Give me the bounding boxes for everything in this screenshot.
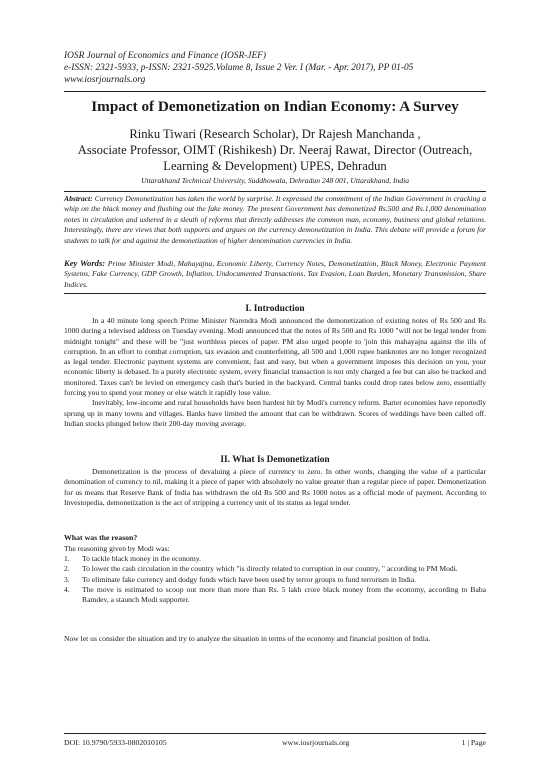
- list-item-number: 1.: [64, 554, 70, 563]
- keywords-text: Prime Minister Modi, Mahayajna, Economic Liberty, Currency Notes, Demonetization, Black Money, Electronic Payment Systems, Fake Currency, GDP Growth, Inflation, Undocumented Transactions, Tax Evasion, Loan Burden, Monetary Transmission, Share Indices.: [64, 259, 486, 289]
- abstract: [64, 194, 486, 246]
- list-item-text: To eliminate fake currency and dodgy funds which have been used by terror groups to fund terrorism in India.: [82, 574, 417, 584]
- section-heading-introduction: I. Introduction: [245, 304, 305, 314]
- abstract-top-divider: [64, 191, 486, 192]
- footer-page-number: 1 | Page: [461, 738, 486, 747]
- section-heading-what-is-demonetization: II. What Is Demonetization: [220, 455, 330, 465]
- demonetization-body: [64, 467, 486, 508]
- abstract-bottom-divider: [64, 293, 486, 294]
- abstract-label: Abstract:: [64, 194, 93, 203]
- abstract-text: Currency Demonetization has taken the world by surprise. It expressed the commitment of the Indian Government in cracking a whip on the black money and flushing out the fake money. The present Government has demonetized Rs.500 and Rs.1,000 denomination notes in circulation and ushered in a sleuth of reforms that directly addresses the common man, economy, business and global relations. Interestingly, there are views that both supports and argues on the currency demonetization in India. This debate will provide a forum for students to talk for and against the demonetization of higher denomination currencies in India.: [64, 194, 486, 245]
- footer-website-link[interactable]: www.iosrjournals.org: [282, 738, 350, 747]
- reasons-list: [64, 554, 486, 605]
- introduction-paragraph-2: Inevitably, low-income and rural households have been hardest hit by Modi's currency reform. Barter economies have reportedly sprung up in many towns and villages. Banks have limited the amount that can be withdrawn. Scores of weddings have been called off. Indian stocks plunged below their 200-day moving average.: [64, 398, 486, 428]
- affiliation: Uttarakhand Technical University, Suddhowala, Dehradun 248 001, Uttarakhand, India: [140, 176, 410, 185]
- introduction-paragraph-1: In a 40 minute long speech Prime Minister Narendra Modi announced the demonetization of existing notes of Rs 500 and Rs 1000 during a televised address on Tuesday evening. Modi announced that the notes of Rs 500 and Rs 1000 "will not be legal tender from midnight tonight" and these will be "just worthless pieces of paper. PM also urged people to 'join this mahayajna against the ills of corruption. In an effort to combat corruption, tax evasion and counterfeiting, all 500 and 1,000 rupee banknotes are no longer recognized as legal tender. Electronic payment systems are convenient, fast and easy, but when a government imposes this decision on you, your economic liberty is debased. In a purely electronic system, every financial transaction is not only charged a fee but can also be tracked and monitored. Taxes can't be levied on emergency cash that's buried in the backyard. Central banks could drop rates below zero, essentially forcing you to spend your money or else watch it rapidly lose value.: [64, 316, 486, 398]
- list-item-text: To tackle black money in the economy.: [82, 554, 201, 563]
- closing-paragraph: [64, 634, 486, 644]
- footer-divider: [64, 733, 486, 734]
- list-item-number: 3.: [64, 574, 70, 584]
- page-footer: [64, 738, 486, 750]
- list-item-text: The move is estimated to scoop out more than more than Rs. 5 lakh crore black money from the economy, according to Baba Ramdev, a staunch Modi supporter.: [82, 584, 486, 605]
- header-divider: [64, 91, 486, 92]
- list-item-number: 2.: [64, 564, 70, 574]
- reasons-heading: What was the reason?: [64, 533, 138, 542]
- journal-name: IOSR Journal of Economics and Finance (IOSR-JEF): [64, 51, 267, 61]
- reasons-intro-text: The reasoning given by Modi was:: [64, 544, 170, 553]
- closing-text: Now let us consider the situation and try to analyze the situation in terms of the economy and financial position of India.: [64, 634, 431, 643]
- list-item: [64, 585, 486, 606]
- introduction-body: [64, 316, 486, 429]
- authors-line-3: Learning & Development) UPES, Dehradun: [163, 159, 387, 173]
- keywords-label: Key Words:: [64, 258, 106, 268]
- authors-line-1: Rinku Tiwari (Research Scholar), Dr Rajesh Manchanda ,: [129, 127, 421, 141]
- footer-doi: DOI: 10.9790/5933-0802010105: [64, 738, 167, 747]
- journal-issn: e-ISSN: 2321-5933, p-ISSN: 2321-5925.Volume 8, Issue 2 Ver. I (Mar. - Apr. 2017), PP 01-05: [64, 63, 414, 73]
- reasons-intro: [64, 544, 486, 554]
- demonetization-paragraph-1: Demonetization is the process of devaluing a piece of currency to zero. In other words, changing the value of a particular denomination of currency to nil, making it a piece of paper with absolutely no value greater than a regular piece of paper. Demonetization for us means that Reserve Bank of India has withdrawn the old Rs 500 and Rs 1000 notes as a official mode of payment. According to Investopedia, demonetization is the act of stripping a currency unit of its status as legal tender.: [64, 467, 486, 507]
- list-item: [64, 575, 486, 585]
- list-item: [64, 564, 486, 574]
- keywords: [64, 258, 486, 290]
- authors-line-2: Associate Professor, OIMT (Rishikesh) Dr. Neeraj Rawat, Director (Outreach,: [77, 143, 473, 157]
- journal-header: [64, 50, 494, 86]
- list-item-text: To lower the cash circulation in the country which "is directly related to corruption in our country, " according to PM Modi.: [82, 564, 458, 574]
- list-item-number: 4.: [64, 584, 70, 594]
- journal-website: www.iosrjournals.org: [64, 75, 146, 85]
- author-block: [56, 126, 494, 174]
- paper-title: Impact of Demonetization on Indian Economy: A Survey: [91, 98, 459, 115]
- list-item: [64, 554, 486, 564]
